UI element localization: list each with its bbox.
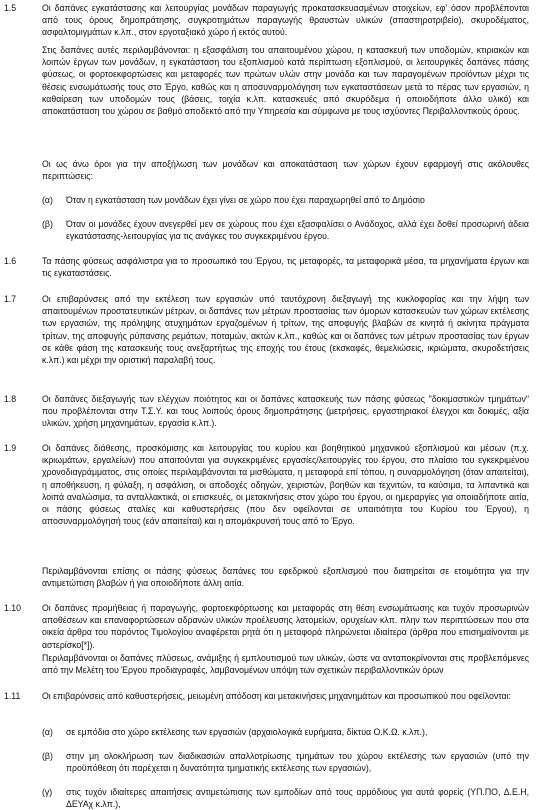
subitem-label: (α) bbox=[42, 195, 53, 205]
clause-text: Οι δαπάνες διεξαγωγής των ελέγχων ποιότητος και οι δαπάνες κατασκευής των πάσης φύσεως "δοκιμαστικών τμημάτων" που προβλέπονται στην Τ.Σ.Υ. και τους λοιπούς όρους δημοπράτησης (μετρήσεις, εργαστηριακοί έλεγχοι και δοκιμές, αξία υλικών, χρήση μηχανημάτων, εργασία κ.λπ.). bbox=[42, 394, 529, 429]
clause-text: Οι δαπάνες εγκατάστασης και λειτουργίας μονάδων παραγωγής προκατασκευασμένων στοιχείων, εφ' όσον προβλέπονται από τους όρους δημοπράτησης, συγκροτημάτων παραγωγής θραυστών υλικών (σπαστηροτριβείο), σκυροδέματος, ασφαλτομιγμάτων κ.λπ., στον εργοταξιακό χώρο ή εκτός αυτού. bbox=[42, 3, 529, 38]
subitem-label: (β) bbox=[42, 219, 53, 229]
paragraph-washing-mixing: Περιλαμβάνονται οι δαπάνες πλύσεως, ανάμιξης ή εμπλουτισμού των υλικών, ώστε να ανταποκρίνονται στις προβλεπόμενες από την Μελέτη του Έργου προδιαγραφές, λαμβανομένων υπόψη των σχετικών περιβαλλοντικών όρων bbox=[42, 653, 529, 676]
subitem-a-obstacles bbox=[42, 726, 529, 738]
clause-1-9 bbox=[4, 442, 529, 527]
subitem-label: (β) bbox=[42, 751, 53, 761]
subitem-b-expropriation bbox=[42, 750, 529, 774]
subitem-b-contractor-site bbox=[42, 218, 529, 242]
clause-number: 1.9 bbox=[4, 443, 17, 453]
clause-text: Οι δαπάνες διάθεσης, προσκόμισης και λειτουργίας του κυρίου και βοηθητικού μηχανικού εξοπλισμού και μέσων (π.χ. ικριωμάτων, εργαλείων) που απαιτούνται για συγκεκριμένες εργασίες/λειτουργίες του έργου, στο πλαίσιο του εγκεκριμένου χρονοδιαγράμματος, στις οποίες περιλαμβάνονται τα μισθώματα, η μεταφορά επί τόπου, η συναρμολόγηση (όταν απαιτείται), η αποθήκευση, η φύλαξη, η ασφάλιση, οι αποδοχές οδηγών, χειριστών, βοηθών και τεχνιτών, τα καύσιμα, τα λιπαντικά και λοιπά αναλώσιμα, τα ανταλλακτικά, οι επισκευές, οι μετακινήσεις στον χώρο του έργου, οι ημεραργίες για οποιαδήποτε αιτία, οι πάσης φύσεως σταλίες και καθυστερήσεις (που δεν οφείλονται σε υπαιτιότητα του Κυρίου του Έργου), η αποσυναρμολόγησή τους (εάν απαιτείται) και η απομάκρυνσή τους από το Έργο. bbox=[42, 443, 529, 527]
clause-1-6 bbox=[4, 255, 529, 279]
subitem-label: (γ) bbox=[42, 787, 53, 797]
subitem-text: σε εμπόδια στο χώρο εκτέλεσης των εργασιών (αρχαιολογικά ευρήματα, δίκτυα Ο.Κ.Ω. κ.λπ.), bbox=[66, 727, 428, 737]
clause-number: 1.8 bbox=[4, 394, 17, 404]
clause-text: Τα πάσης φύσεως ασφάλιστρα για το προσωπικό του Έργου, τις μεταφορές, τα μεταφορικά μέσα, τα μηχανήματα έργων και τις εγκαταστάσεις. bbox=[42, 256, 529, 279]
clause-1-8 bbox=[4, 393, 529, 430]
subitem-a-public-site bbox=[42, 194, 529, 206]
clause-1-11 bbox=[4, 690, 529, 702]
subitem-text: στις τυχόν ιδιαίτερες απαιτήσεις αντιμετώπισης των εμποδίων από τους αρμόδιους για αυτά φορείς (ΥΠ.ΠΟ, Δ.Ε.Η, ΔΕΥΑχ κ.λπ.), bbox=[66, 787, 529, 810]
clause-number: 1.11 bbox=[4, 691, 21, 701]
subitem-text: Όταν η εγκατάσταση των μονάδων έχει γίνει σε χώρο που έχει παραχωρηθεί από το Δημόσιο bbox=[66, 195, 425, 205]
clause-number: 1.5 bbox=[4, 3, 17, 13]
subitem-label: (α) bbox=[42, 727, 53, 737]
paragraph-reserve-equipment: Περιλαμβάνονται επίσης οι πάσης φύσεως δαπάνες του εφεδρικού εξοπλισμού που διατηρείται σε ετοιμότητα για την αντιμετώπιση βλαβών ή για οποιοδήποτε άλλη αιτία. bbox=[42, 566, 529, 589]
subitem-text: Όταν οι μονάδες έχουν ανεγερθεί μεν σε χώρους που έχει εξασφαλίσει ο Ανάδοχος, αλλά έχει δοθεί προσωρινή άδεια εγκατάστασης-λειτουργίας για τις ανάγκες του συγκεκριμένου έργου. bbox=[66, 219, 529, 242]
clause-number: 1.7 bbox=[4, 294, 17, 304]
paragraph-works-included: Στις δαπάνες αυτές περιλαμβάνονται: η εξασφάλιση του απαιτουμένου χώρου, η κατασκευή των υποδομών, κτιριακών και λοιπών έργων των μονάδων, η εγκατάσταση του εξοπλισμού κατά περίπτωση εξοπλισμού, οι λειτουργικές δαπάνες πάσης φύσεως, οι φορτοεκφορτώσεις και μεταφορές των πρώτων υλών στην μονάδα και των παραγομένων προϊόντων μέχρι τις θέσεις ενσωμάτωσής τους στο Έργο, καθώς και η αποσυναρμολόγηση των εγκαταστάσεων μετά το πέρας των εργασιών, η καθαίρεση των υποδομών τους (βάσεις, τοιχία κ.λπ. κατασκευές από σκυρόδεμα ή οποιοδήποτε άλλο υλικό) και αποκατάσταση του χώρου σε βαθμό αποδεκτό από την Υπηρεσία και σύμφωνα με τους ισχύοντες Περιβαλλοντικούς όρους. bbox=[42, 45, 529, 117]
subitem-c-authorities bbox=[42, 786, 529, 810]
paragraph-conditions-intro: Οι ως άνω όροι για την αποξήλωση των μονάδων και αποκατάσταση των χώρων έχουν εφαρμογή στις ακόλουθες περιπτώσεις: bbox=[42, 159, 529, 182]
clause-1-10 bbox=[4, 602, 529, 651]
clause-text: Οι επιβαρύνσεις από καθυστερήσεις, μειωμένη απόδοση και μετακινήσεις μηχανημάτων και προσωπικού που οφείλονται: bbox=[42, 691, 511, 701]
clause-number: 1.10 bbox=[4, 603, 22, 613]
clause-1-7 bbox=[4, 293, 529, 366]
clause-text: Οι επιβαρύνσεις από την εκτέλεση των εργασιών υπό ταυτόχρονη διεξαγωγή της κυκλοφορίας και την λήψη των απαιτουμένων προστατευτικών μέτρων, οι δαπάνες των μέτρων προστασίας των όμορων κατασκευών των χώρων εκτέλεσης των εργασιών, της πρόληψης ατυχημάτων εργαζομένων ή τρίτων, της αποφυγής βλαβών σε κινητά ή ακίνητα πράγματα τρίτων, της αποφυγής ρύπανσης ρεμάτων, ποταμών, ακτών κ.λπ., καθώς και οι δαπάνες των μέτρων προστασίας των έργων σε κάθε φάση της κατασκευής τους ανεξαρτήτως της εποχής του έτους (εκσκαφές, θεμελιώσεις, ικριώματα, σκυροδετήσεις κ.λπ.) και μέχρι την οριστική παραλαβή τους. bbox=[42, 294, 529, 366]
clause-1-5 bbox=[4, 2, 529, 39]
clause-text: Οι δαπάνες προμήθειας ή παραγωγής, φορτοεκφόρτωσης και μεταφοράς στη θέση ενσωμάτωσης και τυχόν προσωρινών αποθέσεων και επαναφορτώσεων αδρανών υλικών προέλευσης λατομείων, ορυχείων κλπ. πλην των περιπτώσεων που στα οικεία άρθρα του παρόντος Τιμολογίου αναφέρεται ρητά ότι η μεταφορά πληρώνεται ιδιαίτερα (άρθρα που επισημαίνονται με αστερίσκο[*]). bbox=[42, 603, 529, 650]
subitem-text: στην μη ολοκλήρωση των διαδικασιών απαλλοτρίωσης τμημάτων του χώρου εκτέλεσης των εργασιών (υπό την προϋπόθεση ότι παρέχεται η δυνατότητα τμηματικής εκτέλεσης των εργασιών), bbox=[66, 751, 529, 774]
clause-number: 1.6 bbox=[4, 256, 17, 266]
